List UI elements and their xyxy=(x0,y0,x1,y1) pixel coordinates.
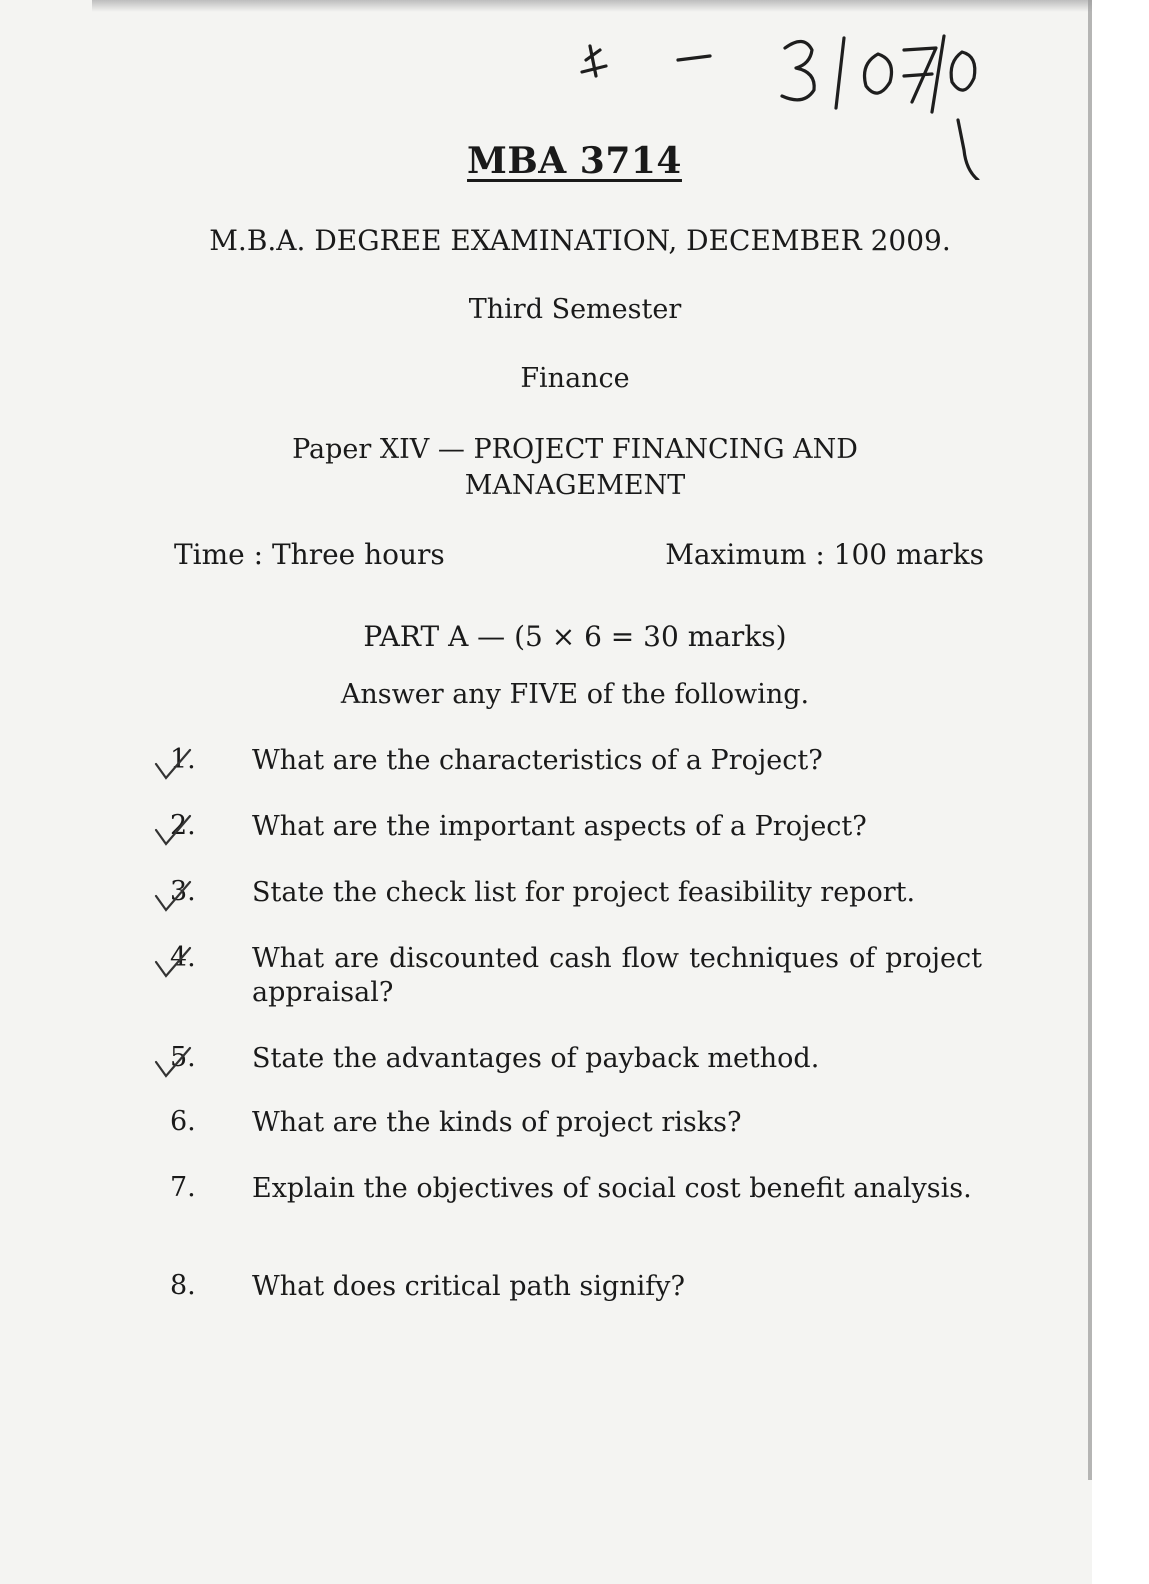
course-code: MBA 3714 xyxy=(467,140,682,182)
check-mark-icon xyxy=(154,880,194,914)
question-item xyxy=(160,744,982,778)
check-mark-icon xyxy=(154,1046,194,1080)
question-number: 6. xyxy=(170,1106,196,1137)
question-number: 8. xyxy=(170,1270,196,1301)
question-number: 7. xyxy=(170,1172,196,1203)
paper-title xyxy=(160,432,990,504)
question-item xyxy=(160,876,982,910)
question-text: State the advantages of payback method. xyxy=(252,1043,820,1074)
semester: Third Semester xyxy=(468,294,682,325)
question-text: Explain the objectives of social cost benefit analysis. xyxy=(252,1173,972,1204)
exam-max-marks: Maximum : 100 marks xyxy=(665,538,984,571)
check-mark-icon xyxy=(154,814,194,848)
check-mark-icon xyxy=(154,946,194,980)
subject: Finance xyxy=(520,363,630,394)
check-mark-icon xyxy=(154,748,194,782)
question-text: What does critical path signify? xyxy=(252,1271,685,1302)
question-text: State the check list for project feasibility report. xyxy=(252,877,916,908)
part-a-heading: PART A — (5 × 6 = 30 marks) xyxy=(363,620,787,653)
question-text: What are the characteristics of a Project? xyxy=(252,745,823,776)
question-item xyxy=(160,1172,982,1206)
question-number: 1. xyxy=(170,744,196,775)
question-text: What are the important aspects of a Project? xyxy=(252,811,867,842)
question-item xyxy=(160,942,982,1010)
exam-meta-row xyxy=(174,538,984,571)
question-item xyxy=(160,810,982,844)
question-item xyxy=(160,1270,982,1304)
question-number: 5. xyxy=(170,1042,196,1073)
question-number: 4. xyxy=(170,942,196,973)
scan-edge-top xyxy=(92,0,1092,12)
question-text: What are discounted cash flow techniques of project appraisal? xyxy=(252,943,982,1008)
part-a-instruction: Answer any FIVE of the following. xyxy=(340,679,810,710)
paper-title-line-1: Paper XIV — PROJECT FINANCING AND xyxy=(292,434,858,465)
question-item xyxy=(160,1106,982,1140)
exam-title: M.B.A. DEGREE EXAMINATION, DECEMBER 2009. xyxy=(209,224,951,257)
question-number: 3. xyxy=(170,876,196,907)
question-number: 2. xyxy=(170,810,196,841)
paper-title-line-2: MANAGEMENT xyxy=(464,470,686,501)
scan-margin-right xyxy=(1092,0,1149,1584)
exam-duration: Time : Three hours xyxy=(174,538,445,571)
question-text: What are the kinds of project risks? xyxy=(252,1107,742,1138)
question-item xyxy=(160,1042,982,1076)
